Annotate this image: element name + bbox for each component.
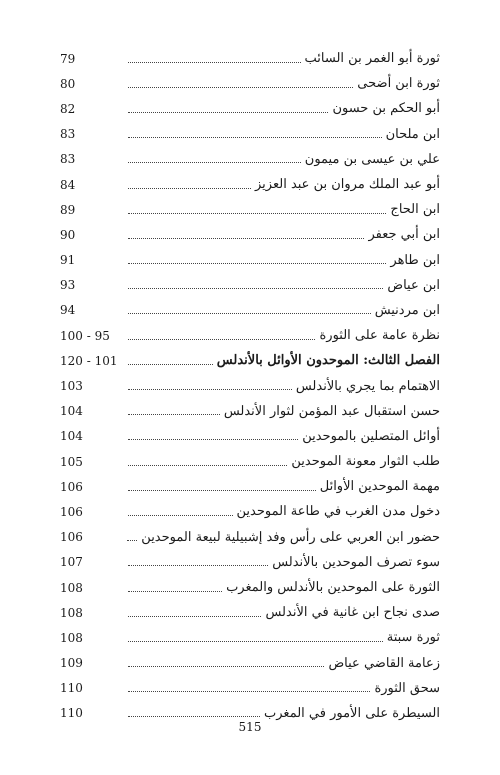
toc-page-number: 107 <box>60 555 83 570</box>
toc-page-number: 91 <box>60 253 76 268</box>
toc-title-wrap <box>124 454 440 469</box>
dot-leader <box>128 86 353 88</box>
toc-page-number: 84 <box>60 177 76 192</box>
dot-leader <box>128 413 220 415</box>
toc-page-number: 93 <box>60 278 76 293</box>
toc-title: الثورة على الموحدين بالأندلس والمغرب <box>226 580 440 596</box>
toc-title: سحق الثورة <box>374 680 440 696</box>
toc-title-wrap <box>124 479 440 494</box>
toc-page-number: 83 <box>60 127 76 142</box>
toc-entry <box>60 600 440 625</box>
toc-entry <box>60 525 440 550</box>
toc-page-number: 106 <box>60 530 83 545</box>
toc-title: ابن ملحان <box>385 126 440 142</box>
dot-leader <box>128 187 251 189</box>
toc-title-wrap <box>124 101 440 116</box>
dot-leader <box>128 338 315 340</box>
toc-title: ثورة ابن أضحى <box>357 76 440 92</box>
toc-title-wrap <box>124 555 440 570</box>
toc-page-number: 106 <box>60 504 83 519</box>
toc-entry <box>60 96 440 121</box>
toc-page-number: 100 - 95 <box>60 328 110 343</box>
toc-entry <box>60 449 440 474</box>
toc-entry <box>60 474 440 499</box>
dot-leader <box>127 539 137 541</box>
toc-title: ثورة أبو الغمر بن السائب <box>304 51 440 67</box>
dot-leader <box>128 111 328 113</box>
toc-title: علي بن عيسى بن ميمون <box>304 151 440 167</box>
toc-title: حسن استقبال عبد المؤمن لثوار الأندلس <box>223 403 440 419</box>
toc-title: ثورة سبتة <box>386 630 440 646</box>
dot-leader <box>128 287 383 289</box>
toc-entry <box>60 222 440 247</box>
toc-page-number: 83 <box>60 152 76 167</box>
toc-page-number: 110 <box>60 681 83 696</box>
toc-entry <box>60 499 440 524</box>
toc-title-wrap <box>124 706 440 721</box>
toc-title-wrap <box>124 152 440 167</box>
toc-title: زعامة القاضي عياض <box>328 655 440 671</box>
toc-entry <box>60 46 440 71</box>
dot-leader <box>128 438 298 440</box>
toc-page-number: 108 <box>60 630 83 645</box>
toc-entry <box>60 71 440 96</box>
toc-title-wrap <box>124 504 440 519</box>
dot-leader <box>128 363 213 365</box>
dot-leader <box>128 615 261 617</box>
toc-title-wrap <box>124 202 440 217</box>
toc-page-number: 90 <box>60 227 76 242</box>
dot-leader <box>128 161 301 163</box>
toc-entry <box>60 550 440 575</box>
dot-leader <box>128 464 287 466</box>
dot-leader <box>128 715 260 717</box>
toc-title-wrap <box>124 530 440 545</box>
toc-title: ابن أبي جعفر <box>368 227 440 243</box>
toc-entry <box>60 575 440 600</box>
dot-leader <box>128 690 370 692</box>
toc-entry <box>60 348 440 373</box>
dot-leader <box>128 388 292 390</box>
toc-title-wrap <box>124 51 440 66</box>
toc-entry <box>60 273 440 298</box>
toc-title: دخول مدن الغرب في طاعة الموحدين <box>236 504 440 520</box>
toc-title-wrap <box>124 379 440 394</box>
toc-entry <box>60 122 440 147</box>
toc-title: ابن مردنيش <box>374 302 440 318</box>
toc-entry <box>60 625 440 650</box>
toc-page-number: 104 <box>60 429 83 444</box>
dot-leader <box>128 640 383 642</box>
dot-leader <box>128 665 324 667</box>
toc-entry <box>60 676 440 701</box>
toc-title-wrap <box>124 429 440 444</box>
toc-title: ابن عياض <box>387 277 440 293</box>
toc-title-wrap <box>124 580 440 595</box>
toc-title: مهمة الموحدين الأوائل <box>319 479 440 495</box>
toc-title-wrap <box>124 127 440 142</box>
toc-entry <box>60 248 440 273</box>
dot-leader <box>128 564 268 566</box>
toc-title-wrap <box>124 404 440 419</box>
dot-leader <box>128 61 301 63</box>
toc-title-wrap <box>124 76 440 91</box>
toc-page-number: 82 <box>60 101 76 116</box>
toc-title: أوائل المتصلين بالموحدين <box>302 428 440 444</box>
toc-title-wrap <box>124 253 440 268</box>
toc-entry <box>60 424 440 449</box>
toc-entry <box>60 172 440 197</box>
toc-page-number: 80 <box>60 76 76 91</box>
toc-page-number: 106 <box>60 479 83 494</box>
toc-page-number: 89 <box>60 202 76 217</box>
dot-leader <box>128 136 382 138</box>
toc-title: ابن الحاج <box>390 202 440 218</box>
toc-page-number: 94 <box>60 303 76 318</box>
toc-title-wrap <box>124 656 440 671</box>
toc-entry <box>60 298 440 323</box>
toc-entry <box>60 147 440 172</box>
toc-title: نظرة عامة على الثورة <box>319 328 440 344</box>
toc-title-wrap <box>124 605 440 620</box>
toc-title: صدى نجاح ابن غانية في الأندلس <box>265 605 440 621</box>
dot-leader <box>128 212 386 214</box>
toc-page-number: 108 <box>60 580 83 595</box>
toc-page-number: 120 - 101 <box>60 353 118 368</box>
toc-page-number: 103 <box>60 379 83 394</box>
toc-page-number: 104 <box>60 404 83 419</box>
toc-title: ابن طاهر <box>390 252 440 268</box>
toc-title: طلب الثوار معونة الموحدين <box>291 454 440 470</box>
toc-entry <box>60 373 440 398</box>
toc-entry <box>60 323 440 348</box>
toc-entry <box>60 197 440 222</box>
toc-title-wrap <box>124 278 440 293</box>
toc-title: أبو عبد الملك مروان بن عبد العزيز <box>255 177 440 193</box>
toc-entry <box>60 651 440 676</box>
toc-title: سوء تصرف الموحدين بالأندلس <box>272 554 440 570</box>
toc-page-number: 79 <box>60 51 76 66</box>
toc-title-wrap <box>124 630 440 645</box>
dot-leader <box>128 262 386 264</box>
toc-page-number: 108 <box>60 605 83 620</box>
chapter-heading: الفصل الثالث: الموحدون الأوائل بالأندلس <box>216 353 440 369</box>
toc-title-wrap <box>124 177 440 192</box>
dot-leader <box>128 312 371 314</box>
toc-title-wrap <box>124 328 440 343</box>
dot-leader <box>128 489 316 491</box>
toc-title-wrap <box>124 303 440 318</box>
toc-page-number: 105 <box>60 454 83 469</box>
page-number-footer: 515 <box>238 720 262 734</box>
toc-title: السيطرة على الأمور في المغرب <box>264 705 440 721</box>
dot-leader <box>128 590 222 592</box>
toc-entry <box>60 399 440 424</box>
toc-page-number: 110 <box>60 706 83 721</box>
dot-leader <box>128 514 233 516</box>
toc-page-number: 109 <box>60 656 83 671</box>
toc-title-wrap <box>124 681 440 696</box>
toc-title-wrap <box>124 353 440 368</box>
dot-leader <box>128 237 364 239</box>
table-of-contents <box>60 46 440 726</box>
toc-title: أبو الحكم بن حسون <box>332 101 440 117</box>
toc-title: حضور ابن العربي على رأس وفد إشبيلية لبيعة الموحدين <box>141 529 440 545</box>
toc-title-wrap <box>124 227 440 242</box>
toc-title: الاهتمام بما يجري بالأندلس <box>295 378 440 394</box>
